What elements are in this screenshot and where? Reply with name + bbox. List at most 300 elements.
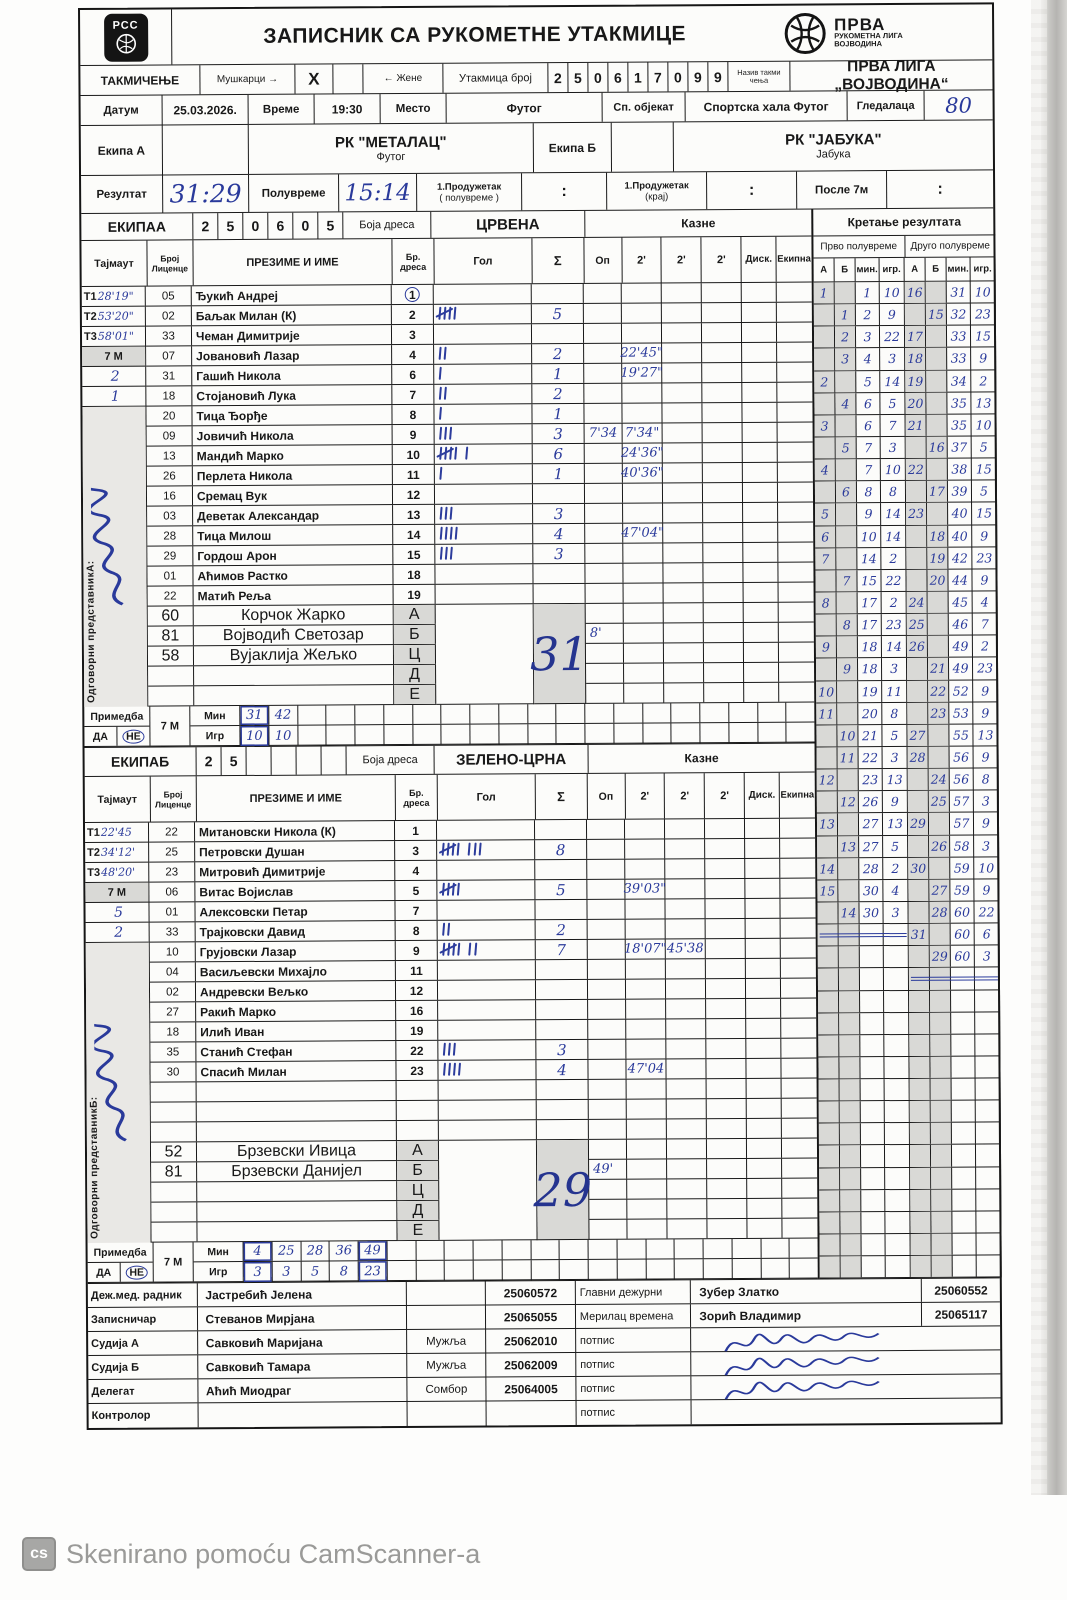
bottom-name: Јастребић Јелена — [197, 1282, 406, 1306]
score-cell — [910, 1212, 931, 1233]
two-min-cell — [662, 323, 702, 342]
pen-cell — [589, 1220, 627, 1239]
score-cell — [884, 1035, 909, 1056]
officials-right — [586, 603, 815, 704]
note-cell — [761, 1239, 790, 1258]
match-officials-table — [88, 1277, 1001, 1428]
representative-signature — [91, 437, 148, 677]
note-cell — [675, 1259, 704, 1279]
score-cell — [819, 1146, 840, 1167]
team-penalty-cell — [778, 463, 813, 482]
score-cell — [862, 1234, 886, 1255]
bottom-city — [407, 1402, 487, 1426]
score-cell — [840, 1079, 861, 1100]
note-yesno — [88, 1263, 153, 1282]
score-cell: 6 — [836, 482, 857, 503]
note-cell — [704, 1259, 733, 1279]
license-number — [151, 1122, 197, 1141]
license-number: 03 — [147, 506, 193, 525]
warning-cell — [586, 584, 624, 603]
goal-tally — [438, 526, 465, 542]
two-min-cell — [705, 819, 745, 838]
official-name — [194, 665, 394, 685]
score-cell: 27 — [907, 725, 928, 746]
pen-cell — [667, 1159, 707, 1178]
two-min-cell — [624, 583, 664, 602]
team-b-city: Јабука — [816, 148, 851, 161]
player-name: Алексовски Петар — [195, 901, 395, 921]
player-name: Витас Војислав — [195, 881, 395, 901]
first-half-label: Прво полувреме — [813, 236, 905, 258]
score-cell: 15 — [972, 503, 997, 524]
pen-cell — [744, 643, 779, 662]
goal-sum-cell: 7 — [536, 940, 588, 959]
player-name — [197, 1121, 397, 1141]
pen-cell — [779, 623, 814, 642]
camscanner-watermark — [22, 1537, 480, 1571]
score-cell: 2 — [814, 371, 835, 392]
match-number-digit: 0 — [588, 63, 608, 92]
note-label: Примедба — [88, 1243, 153, 1263]
license-number: 02 — [146, 306, 192, 325]
col-header: Σ — [535, 774, 587, 819]
score-row — [818, 1056, 1000, 1079]
goal-marks-cell — [434, 384, 532, 404]
jersey-number: 7 — [395, 901, 437, 920]
score-cell — [835, 371, 856, 392]
score-row — [817, 879, 999, 902]
score-cell: 19 — [858, 681, 882, 702]
pen-cell — [779, 663, 814, 682]
score-cell: 17 — [905, 326, 926, 347]
two-min-cell — [707, 1119, 747, 1138]
score-cell — [951, 990, 975, 1011]
score-cell: 15 — [971, 326, 996, 347]
pen-cell — [747, 1139, 782, 1158]
score-cell: 4 — [883, 880, 908, 901]
pen-cell — [627, 1199, 667, 1218]
goal-marks-cell — [435, 484, 533, 504]
bottom-right-name: Зорић Владимир — [691, 1303, 922, 1327]
score-cell: 7 — [857, 437, 881, 458]
score-cell — [835, 282, 856, 303]
note-cell — [758, 703, 787, 722]
player-name: Баљак Милан (К) — [192, 305, 392, 325]
official-name — [197, 1221, 397, 1241]
team-penalty-cell — [778, 543, 813, 562]
goal-tally — [441, 942, 484, 958]
score-cell: 12 — [817, 769, 838, 790]
score-cell — [931, 1123, 952, 1144]
score-cell — [817, 836, 838, 857]
disqualification-cell — [746, 1039, 781, 1058]
disqualification-cell — [742, 383, 777, 402]
women-label: ← Жене — [363, 64, 443, 93]
score-progress-column — [813, 208, 1002, 1278]
official-row — [151, 1161, 439, 1183]
score-cell: 44 — [948, 569, 972, 590]
official-signature — [716, 1374, 976, 1400]
col-header: Гол — [438, 774, 536, 820]
score-cell: 35 — [947, 392, 971, 413]
score-cell — [840, 1168, 861, 1189]
score-cell: 4 — [973, 591, 998, 612]
bottom-right-label: Главни дежурни — [576, 1280, 692, 1304]
goal-sum-cell — [537, 1120, 589, 1139]
disqualification-cell — [742, 343, 777, 362]
after-7m-value: : — [937, 180, 943, 198]
score-cell — [837, 636, 858, 657]
score-cell: 2 — [971, 370, 996, 391]
score-cell — [836, 526, 857, 547]
score-cell — [816, 725, 837, 746]
warning-cell — [587, 860, 625, 879]
player-name: Гашић Никола — [192, 365, 392, 385]
goal-marks-cell — [438, 1060, 536, 1080]
player-name: Перлета Никола — [193, 465, 393, 485]
match-number-digits — [548, 62, 728, 92]
two-min-cell — [662, 303, 702, 322]
note-cell: 3 — [244, 1262, 273, 1282]
goal-sum-cell: 8 — [535, 840, 587, 859]
note-min-label: Мин — [190, 706, 239, 726]
score-cell: 18 — [858, 636, 882, 657]
competition-name-label-2: чења — [749, 75, 769, 85]
score-col-header: игр. — [880, 258, 905, 281]
team-penalty-cell — [779, 583, 814, 602]
score-row — [820, 1233, 1002, 1256]
score-row — [815, 503, 997, 526]
score-cell — [861, 1168, 885, 1189]
note-cell — [531, 1260, 560, 1280]
pen-cell — [782, 1159, 817, 1178]
note-cell — [384, 725, 413, 745]
goal-marks-cell — [435, 444, 533, 464]
teams-row — [81, 120, 993, 176]
match-number-digit: 9 — [708, 62, 728, 91]
score-cell: 3 — [974, 835, 999, 856]
score-cell — [928, 592, 949, 613]
two-min-cell — [663, 563, 703, 582]
two-min-cell — [706, 959, 746, 978]
license-number: 25 — [149, 842, 195, 861]
note-7m-cell: 7 М — [154, 1242, 194, 1281]
player-name: Јовичић Никола — [193, 425, 393, 445]
women-checkbox — [333, 64, 363, 93]
score-cell: 26 — [859, 791, 883, 812]
place-value: Футог — [447, 93, 603, 123]
pen-cell — [586, 664, 624, 683]
match-number-digit: 2 — [548, 63, 568, 92]
note-cell — [758, 723, 787, 743]
score-cell — [929, 747, 950, 768]
jersey-number: 6 — [392, 365, 434, 384]
player-name: Илић Иван — [196, 1021, 396, 1041]
disqualification-cell — [742, 363, 777, 382]
two-min-cell — [666, 1059, 706, 1078]
two-min-cell — [623, 503, 663, 522]
score-cell — [911, 1234, 932, 1255]
score-cell — [820, 1257, 841, 1278]
goal-sum-cell: 3 — [536, 1040, 588, 1059]
bottom-city: Сомбор — [407, 1378, 487, 1401]
score-cell — [976, 1101, 1001, 1122]
score-row — [818, 923, 1000, 946]
score-cell — [815, 437, 836, 458]
score-cell — [861, 1079, 885, 1100]
note-cell — [617, 1260, 646, 1280]
score-row — [817, 835, 999, 858]
note-cell — [502, 1260, 531, 1280]
pen-cell — [627, 1219, 667, 1238]
score-cell: 7 — [815, 548, 836, 569]
pen-cell — [664, 643, 704, 662]
score-cell — [926, 282, 947, 303]
note-cell — [614, 704, 643, 723]
score-cell — [885, 1123, 910, 1144]
team-a-club-digit: 0 — [243, 213, 268, 239]
overtime2-label-1: 1.Продужетак — [624, 179, 689, 192]
player-name: Ђукић Андреј — [192, 285, 392, 305]
score-cell: 12 — [838, 791, 859, 812]
bottom-role-label: Судија А — [88, 1331, 198, 1355]
two-min-cell — [705, 879, 745, 898]
note-cell — [502, 1240, 531, 1259]
score-cell: 37 — [948, 437, 972, 458]
note-cell — [790, 1239, 818, 1258]
two-min-cell — [665, 879, 705, 898]
score-cell — [910, 1123, 931, 1144]
note-cell — [560, 1260, 589, 1280]
score-cell: 5 — [972, 481, 997, 502]
player-name: Сремац Вук — [193, 485, 393, 505]
player-name: Трајковски Давид — [196, 921, 396, 941]
two-min-cell — [703, 443, 743, 462]
score-cell: 56 — [950, 746, 974, 767]
official-license — [151, 1202, 197, 1221]
team-a-club-digit: 6 — [268, 213, 293, 239]
team-penalty-cell — [780, 899, 815, 918]
col-header: Екипна — [780, 789, 815, 801]
note-igr-label: Игр — [209, 1266, 228, 1279]
overtime2-label-2: (крај) — [645, 190, 669, 203]
disqualification-cell — [743, 443, 778, 462]
score-cell — [862, 1256, 886, 1277]
note-cell — [589, 1240, 618, 1259]
competition-name-label — [728, 62, 790, 91]
team-penalty-cell — [780, 879, 815, 898]
men-checkbox: X — [295, 64, 333, 93]
bottom-role-label: Деж.мед. радник — [88, 1283, 198, 1307]
bottom-right-license: 25060552 — [934, 1282, 988, 1298]
jersey-number: 15 — [393, 545, 435, 564]
score-cell — [861, 1190, 885, 1211]
two-min-cell — [622, 303, 662, 322]
pen-cell — [627, 1179, 667, 1198]
note-yes: ДА — [88, 1263, 121, 1282]
match-report-form — [78, 2, 1003, 1430]
score-cell — [817, 902, 838, 923]
score-cell: 23 — [973, 658, 998, 679]
two-min-cell — [667, 1119, 707, 1138]
score-cell — [818, 947, 839, 968]
score-cell: 42 — [948, 547, 972, 568]
note-cell — [387, 1261, 416, 1281]
note-cell — [761, 1259, 790, 1279]
seven-m-cell: 7 М — [82, 347, 145, 367]
player-name: Васиљевски Михајло — [196, 961, 396, 981]
warning-cell — [585, 564, 623, 583]
score-cell — [818, 969, 839, 990]
score-cell: 38 — [948, 459, 972, 480]
goal-sum-cell — [535, 820, 587, 839]
bottom-license: 25065055 — [486, 1305, 576, 1329]
score-cell: 14 — [857, 548, 881, 569]
warning-cell — [585, 484, 623, 503]
first-half-end-mark — [820, 933, 907, 938]
score-cell: 5 — [882, 725, 907, 746]
score-cell: 3 — [881, 437, 906, 458]
score-cell — [885, 1145, 910, 1166]
note-cell — [700, 703, 729, 722]
warning-cell — [587, 900, 625, 919]
pen-cell — [747, 1199, 782, 1218]
disqualification-cell — [745, 859, 780, 878]
rss-badge-icon — [104, 13, 148, 61]
score-cell: 22 — [928, 680, 949, 701]
match-number-digit: 5 — [568, 63, 588, 92]
goal-marks-cell — [439, 1100, 537, 1120]
disqualification-cell — [743, 563, 778, 582]
two-min-cell — [623, 543, 663, 562]
score-cell — [907, 658, 928, 679]
score-cell — [931, 1101, 952, 1122]
two-min-cell — [662, 283, 702, 302]
official-letter: А — [397, 1141, 439, 1160]
pen-cell — [667, 1199, 707, 1218]
score-cell — [906, 525, 927, 546]
signature-cell — [692, 1350, 1001, 1375]
disqualification-cell — [743, 483, 778, 502]
team-b-jersey-label: Боја дреса — [347, 746, 435, 775]
score-cell: 15 — [972, 459, 997, 480]
two-min-cell — [663, 483, 703, 502]
bottom-role-label: Судија Б — [88, 1355, 198, 1379]
score-row — [818, 1012, 1000, 1035]
bottom-city — [407, 1306, 487, 1329]
score-cell — [818, 1035, 839, 1056]
col-header: Σ — [532, 238, 584, 283]
team-a-club-digit: 2 — [193, 213, 218, 239]
warning-cell — [588, 980, 626, 999]
score-cell: 7 — [973, 614, 998, 635]
score-cell — [837, 681, 858, 702]
score-cell — [976, 1123, 1001, 1144]
score-cell: 23 — [882, 614, 907, 635]
two-min-cell — [706, 999, 746, 1018]
score-cell: 9 — [816, 637, 837, 658]
goal-tally — [438, 466, 449, 482]
score-cell: 9 — [972, 569, 997, 590]
score-cell: 14 — [838, 902, 859, 923]
two-min-cell — [626, 919, 666, 938]
score-col-header: Б — [926, 258, 947, 281]
goal-sum-cell: 5 — [535, 880, 587, 899]
two-min-cell — [703, 503, 743, 522]
score-cell — [911, 1256, 932, 1277]
license-number: 30 — [150, 1062, 196, 1081]
timeout-row: T2 34'12' — [85, 843, 148, 863]
official-license: 60 — [148, 606, 194, 625]
jersey-number: 14 — [393, 525, 435, 544]
goal-marks-cell — [438, 920, 536, 940]
two-min-cell — [665, 839, 705, 858]
team-a-code-cell — [163, 125, 249, 175]
two-min-cell — [662, 403, 702, 422]
score-cell: 35 — [947, 414, 971, 435]
two-min-cell: 18'07" — [623, 941, 667, 957]
score-cell — [930, 924, 951, 945]
score-cell: 2 — [883, 858, 908, 879]
pen-cell — [627, 1139, 667, 1158]
pen-cell — [624, 663, 664, 682]
goal-sum-cell: 5 — [532, 304, 584, 323]
two-min-cell — [662, 383, 702, 402]
signature-cell — [692, 1398, 1001, 1424]
score-row — [814, 304, 996, 327]
pen-cell — [664, 663, 704, 682]
score-cell: 21 — [906, 415, 927, 436]
score-cell: 13 — [838, 836, 859, 857]
score-cell — [815, 482, 836, 503]
two-min-cell — [703, 463, 743, 482]
score-col-header: А — [905, 258, 926, 281]
jersey-number: 7 — [392, 385, 434, 404]
score-cell: 30 — [908, 857, 929, 878]
official-signature — [716, 1350, 976, 1376]
note-cell — [672, 703, 701, 722]
score-cell: 18 — [927, 525, 948, 546]
note-no: НЕ — [117, 727, 149, 746]
note-7m-cell: 7 М — [150, 706, 190, 745]
note-cell: 31 — [240, 706, 269, 725]
main-body — [81, 208, 1000, 1283]
score-cell — [840, 1146, 861, 1167]
note-cell: 23 — [359, 1261, 388, 1281]
note-cell — [557, 724, 586, 744]
pen-cell — [704, 643, 744, 662]
score-cell — [926, 370, 947, 391]
score-cell — [976, 1211, 1001, 1232]
score-cell: 10 — [881, 459, 906, 480]
official-letter: Б — [397, 1161, 439, 1180]
team-b-name-cell — [674, 120, 993, 171]
official-license: 58 — [148, 646, 194, 665]
score-row — [815, 481, 997, 504]
score-cell: 9 — [880, 304, 905, 325]
score-cell: 9 — [883, 791, 908, 812]
note-cell — [442, 705, 471, 724]
goal-marks-cell — [438, 980, 536, 1000]
team-penalty-cell — [780, 839, 815, 858]
note-cell — [474, 1240, 503, 1259]
score-cell: 3 — [974, 791, 999, 812]
col-header: Гол — [434, 238, 532, 284]
two-min-cell — [666, 959, 706, 978]
score-cell — [886, 1256, 911, 1277]
score-cell: 21 — [858, 725, 882, 746]
score-cell: 56 — [950, 769, 974, 790]
